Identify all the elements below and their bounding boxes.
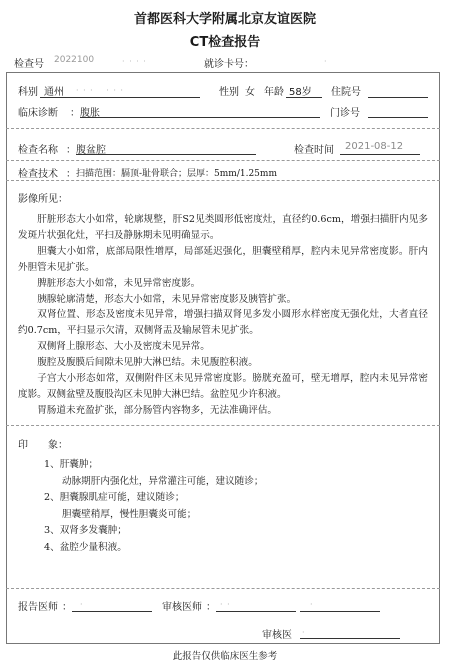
redacted-review-doctor2: · [302,628,306,637]
colon: ： [70,108,80,119]
colon: ： [206,602,216,613]
findings-paragraph: 子宫大小形态如常，双侧附件区未见异常密度影。膀胱充盈可，壁无增厚，腔内未见异常密度影。双侧盆壁及腹股沟区未见肿大淋巴结。盆腔见少许积液。 [18,373,428,400]
dept-underline [40,97,200,98]
diagnosis-value: 腹胀 [80,108,100,119]
exam-part-label: 检查名称 [18,145,58,156]
clinic-underline [368,117,428,118]
findings-paragraph: 胆囊大小如常，底部局限性增厚，局部延迟强化，胆囊壁稍厚，腔内未见异常密度影。肝内外胆管未见扩张。 [18,245,428,273]
redacted-exam-no: · · · · [122,57,147,66]
age-underline [286,97,322,98]
impression-item: 3、双肾多发囊肿； [44,525,127,536]
age-label: 年龄 [264,87,284,98]
diagnosis-label: 临床诊断 [18,108,58,119]
dept-value: 通州 [44,87,64,98]
divider [6,180,440,181]
impression-item: 动脉期肝内强化灶，异常灌注可能，建议随诊； [62,475,264,487]
review-doctor2-label: 审核医 [262,630,292,641]
clinic-label: 门诊号 [330,108,360,119]
report-title: CT检查报告 [189,35,261,50]
exam-time-underline [340,154,420,155]
findings-body [18,212,428,419]
hospital-name: 首都医科大学附属北京友谊医院 [133,12,316,27]
report-doctor-label: 报告医师 [18,602,58,613]
colon: ： [66,169,76,180]
redacted-extra: · [310,600,314,609]
exam-time-value: 2021-08-12 [345,141,404,152]
sex-value: 女 [245,87,255,98]
impression-item: 1、肝囊肿； [44,459,99,470]
findings-paragraph: 腹腔及腹膜后间隙未见肿大淋巴结。未见腹腔积液。 [37,357,258,369]
exam-no-value: 2022100 [54,55,95,65]
ward-label: 住院号 [331,87,361,98]
review-doctor-underline [216,611,296,612]
divider [6,128,440,129]
findings-paragraph: 胰腺轮廓清楚，形态大小如常，未见异常密度影及胰管扩张。 [37,293,297,305]
divider [6,425,440,426]
ward-underline [368,97,428,98]
impression-item: 胆囊壁稍厚，慢性胆囊炎可能； [62,508,197,520]
divider [6,160,440,161]
colon: ： [62,602,72,613]
redacted-report-doctor: · [80,600,84,609]
redacted-review-doctor: · · [220,600,231,609]
diagnosis-underline [80,117,320,118]
exam-tech-label: 检查技术 [18,169,58,180]
impression-item: 4、盆腔少量积液。 [44,541,127,553]
exam-tech-value: 扫描范围：膈顶-耻骨联合；层厚：5mm/1.25mm [76,169,277,179]
findings-paragraph: 双侧肾上腺形态、大小及密度未见异常。 [37,341,210,353]
findings-paragraph: 胃肠道未充盈扩张，部分肠管内容物多，无法准确评估。 [37,404,278,416]
dept-label: 科别 [18,87,38,98]
findings-paragraph: 肝脏形态大小如常，轮廓规整，肝S2见类圆形低密度灶，直径约0.6cm，增强扫描肝内见多发斑片状强化灶，平扫及静脉期未见明确显示。 [18,214,428,241]
sex-label: 性别 [219,87,239,98]
findings-heading-text: 影像所见 [18,194,58,205]
findings-paragraph: 脾脏形态大小如常，未见异常密度影。 [37,277,201,289]
colon: ： [66,145,76,156]
redacted-name: · · · · · · [76,86,124,95]
findings-paragraph: 双肾位置、形态及密度未见异常，增强扫描双肾见多发小圆形水样密度无强化灶，大者直径约0.7cm，平扫显示欠清，双侧肾盂及输尿管未见扩张。 [18,309,428,337]
footer-note: 此报告仅供临床医生参考 [172,651,278,662]
impression-heading-text: 印 象 [18,440,58,451]
review-doctor2-underline [300,638,400,639]
findings-heading: 影像所见： [18,194,68,205]
visit-no-label: 就诊卡号： [204,59,254,70]
exam-part-value: 腹盆腔 [76,145,106,156]
review-doctor-label: 审核医师 [162,602,202,613]
impression-heading: 印 象： [18,440,68,451]
age-value: 58岁 [289,87,312,98]
report-doctor-underline [72,611,152,612]
impression-item: 2、胆囊腺肌症可能，建议随诊； [44,492,185,503]
impression-list [44,457,263,556]
exam-part-underline [76,154,256,155]
exam-no-label: 检查号 [14,59,44,70]
redacted-visit-no: · [324,57,328,66]
divider [6,588,440,589]
exam-time-label: 检查时间 [294,145,334,156]
extra-underline [300,611,380,612]
